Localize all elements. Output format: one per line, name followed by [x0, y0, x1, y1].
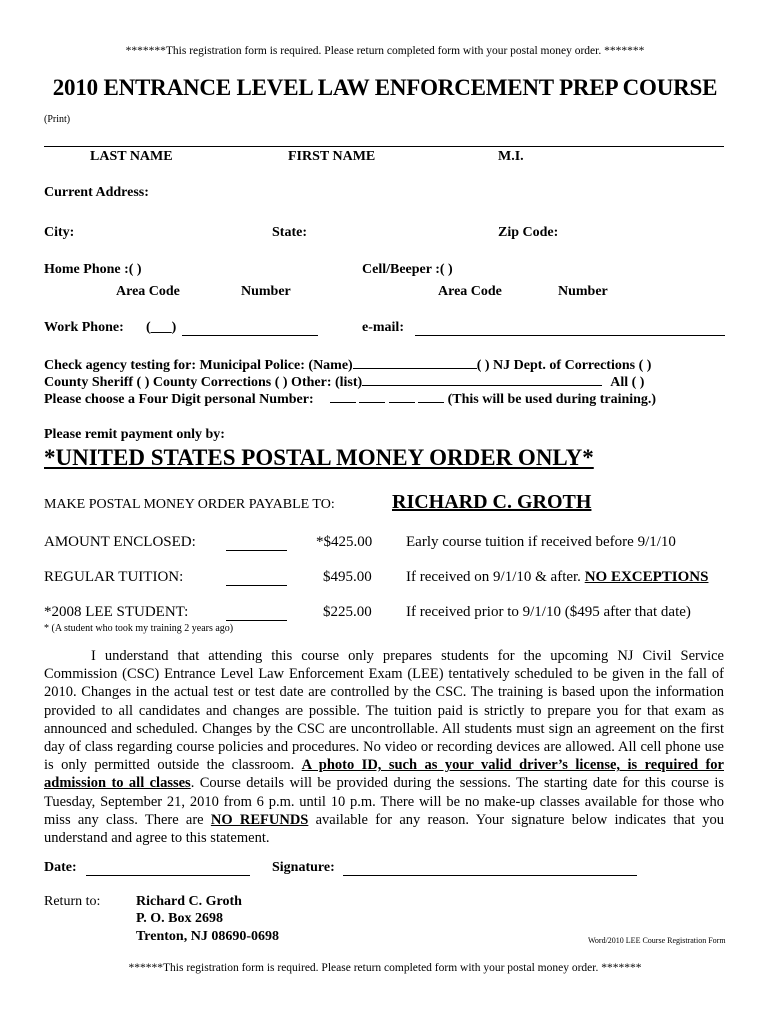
- return-po-box: P. O. Box 2698: [136, 911, 223, 926]
- remit-label: Please remit payment only by:: [44, 427, 225, 442]
- no-refunds-text: NO REFUNDS: [210, 811, 309, 828]
- fee-row-label: AMOUNT ENCLOSED:: [44, 534, 196, 550]
- agency-line-3: [44, 390, 656, 408]
- email-field[interactable]: [415, 320, 725, 336]
- fee-footnote: * (A student who took my training 2 years ago): [44, 623, 234, 634]
- signature-label: Signature:: [272, 860, 335, 875]
- fee-row-label: *2008 LEE STUDENT:: [44, 604, 189, 620]
- work-phone-label: Work Phone:: [44, 320, 124, 335]
- print-label: (Print): [44, 114, 71, 125]
- fee-row-amount: *$425.00: [316, 534, 373, 550]
- municipal-name-field[interactable]: [353, 356, 477, 369]
- home-phone-label: Home Phone :( ): [44, 262, 142, 277]
- other-agency-field[interactable]: [362, 373, 602, 386]
- agency-all-label: All ( ): [610, 375, 645, 390]
- file-reference: Word/2010 LEE Course Registration Form: [588, 936, 726, 945]
- agency-corrections-label: ( ) NJ Dept. of Corrections ( ): [476, 358, 652, 373]
- personal-number-label: Please choose a Four Digit personal Number:: [44, 392, 314, 407]
- cell-phone-label: Cell/Beeper :( ): [362, 262, 453, 277]
- fee-row-label: REGULAR TUITION:: [44, 569, 184, 585]
- state-label: State:: [272, 225, 307, 240]
- no-exceptions-text: NO EXCEPTIONS: [584, 569, 709, 585]
- photo-id-requirement: A photo ID, such as your valid driver’s license, is required for admission to all classes: [44, 757, 724, 792]
- home-number-label: Number: [241, 284, 291, 299]
- zip-label: Zip Code:: [498, 225, 559, 240]
- payable-to-label: MAKE POSTAL MONEY ORDER PAYABLE TO:: [44, 497, 335, 512]
- payee-name: RICHARD C. GROTH: [392, 491, 592, 513]
- city-label: City:: [44, 225, 75, 240]
- form-title: 2010 ENTRANCE LEVEL LAW ENFORCEMENT PREP COURSE: [52, 75, 718, 100]
- agency-county-label: County Sheriff ( ) County Corrections ( ) Other: (list): [44, 375, 363, 390]
- bottom-notice: ******This registration form is required. Please return completed form with your postal money order. *******: [128, 962, 642, 974]
- agreement-statement: I understand that attending this course only prepares students for the upcoming NJ Civil Service Commission (CSC) Entrance Level Law Enforcement Exam (LEE) tentatively scheduled to be given in the fall of 2010. Changes in the actual test or test date are controlled by the CSC. The training is based upon the information provided to all candidates and changes are possible. The tuition paid is strictly to prepare you for that exam as announced and scheduled. Changes by the CSC are uncontrollable. All students must sign an agreement on the first day of class regarding course policies and procedures. No video or recording devices are allowed. All cell phone use is only permitted outside the classroom. A photo ID, such as your valid driver’s license, is required for admission to all classes. Course details will be provided during the sessions. The starting date for this course is Tuesday, September 21, 2010 from 6 p.m. until 10 p.m. There will be no make-up classes available for those who miss any class. There are NO REFUNDS available for any reason. Your signature below indicates that you understand and agree to this statement.: [44, 648, 724, 847]
- mi-label: M.I.: [498, 149, 524, 164]
- cell-area-code-label: Area Code: [438, 284, 502, 299]
- date-field[interactable]: [86, 860, 250, 876]
- current-address-label: Current Address:: [44, 185, 149, 200]
- fee-row-note: Early course tuition if received before 9/1/10: [406, 534, 676, 550]
- regular-tuition-field[interactable]: [226, 569, 287, 586]
- cell-number-label: Number: [558, 284, 608, 299]
- return-name: Richard C. Groth: [136, 894, 242, 909]
- personal-number-blanks[interactable]: [330, 392, 445, 407]
- work-phone-area: (___): [146, 320, 177, 335]
- work-phone-field[interactable]: [182, 320, 318, 336]
- personal-number-note: (This will be used during training.): [447, 392, 657, 407]
- agency-line-2: [44, 373, 644, 391]
- email-label: e-mail:: [362, 320, 404, 335]
- return-to-label: Return to:: [44, 894, 101, 909]
- money-order-headline: *UNITED STATES POSTAL MONEY ORDER ONLY*: [44, 445, 594, 470]
- name-line[interactable]: [44, 146, 724, 147]
- first-name-label: FIRST NAME: [288, 149, 376, 164]
- date-label: Date:: [44, 860, 77, 875]
- home-area-code-label: Area Code: [116, 284, 180, 299]
- lee-student-field[interactable]: [226, 604, 287, 621]
- amount-enclosed-field[interactable]: [226, 534, 287, 551]
- agency-line-1: [44, 356, 651, 374]
- return-city: Trenton, NJ 08690-0698: [136, 929, 279, 944]
- fee-row-amount: $225.00: [323, 604, 372, 620]
- agency-municipal-label: Check agency testing for: Municipal Police: (Name): [44, 358, 353, 373]
- fee-row-note: If received on 9/1/10 & after. NO EXCEPTIONS: [406, 569, 709, 585]
- fee-row-amount: $495.00: [323, 569, 372, 585]
- signature-field[interactable]: [343, 860, 637, 876]
- last-name-label: LAST NAME: [90, 149, 173, 164]
- fee-row-note: If received prior to 9/1/10 ($495 after that date): [406, 604, 691, 620]
- top-notice: *******This registration form is required. Please return completed form with your postal money order. *******: [125, 45, 645, 57]
